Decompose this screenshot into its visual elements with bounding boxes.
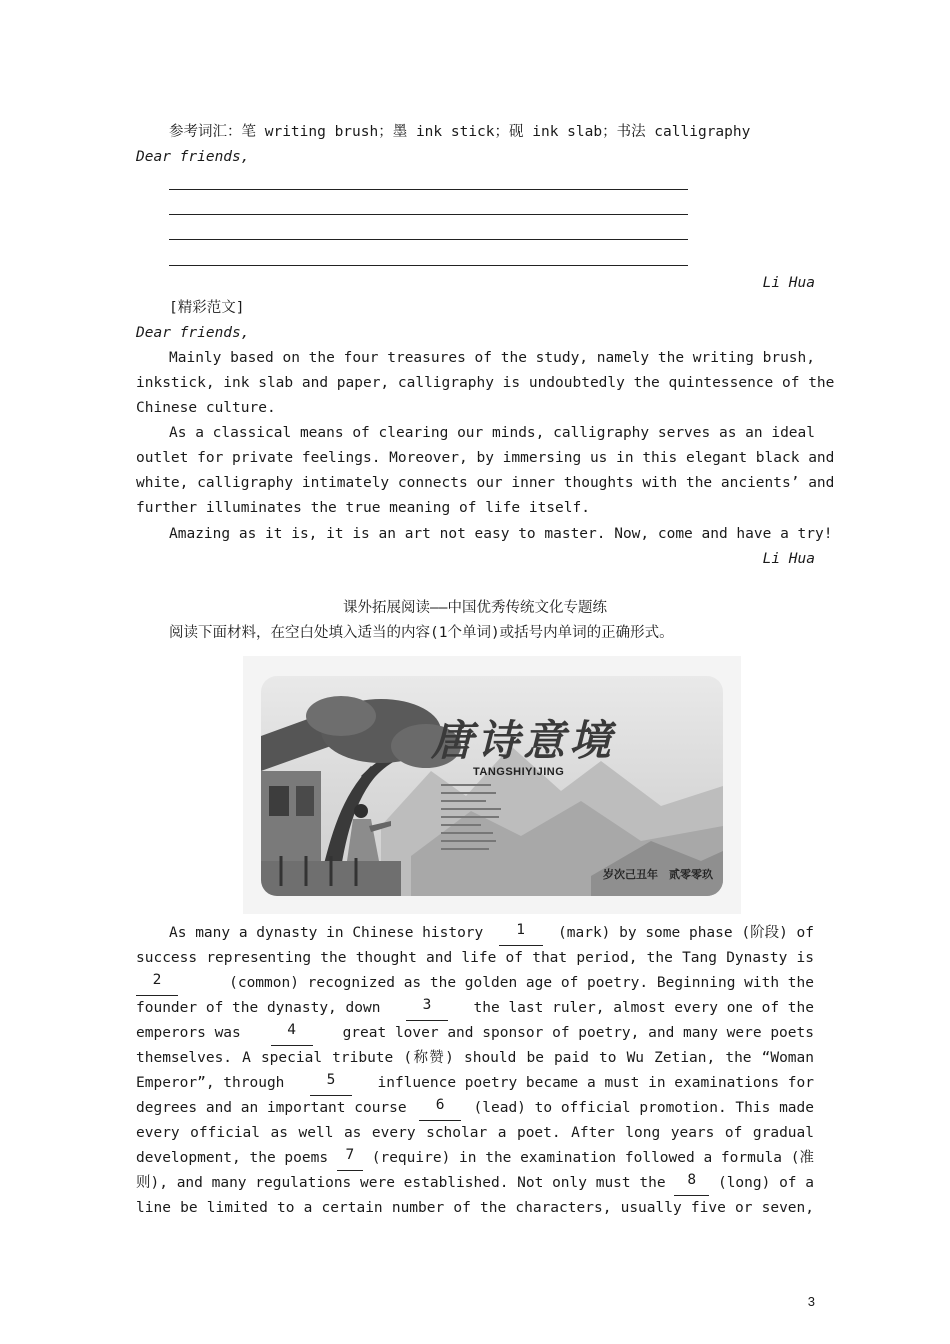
letter-greeting: Dear friends, xyxy=(136,149,250,165)
passage-line-3 xyxy=(136,971,814,996)
writing-line xyxy=(169,189,688,190)
blank-7: 7 xyxy=(337,1146,363,1171)
passage-text: (require) in the examination followed a formula (准 xyxy=(363,1150,814,1166)
banner-subtitle: TANGSHIYIJING xyxy=(473,766,565,778)
model-paragraph-1-line: inkstick, ink slab and paper, calligraphy is undoubtedly the quintessence of the xyxy=(136,375,835,391)
model-paragraph-2-line: white, calligraphy intimately connects our inner thoughts with the ancients’ and xyxy=(136,475,835,491)
passage-text: emperors was xyxy=(136,1025,250,1041)
passage-line-6: themselves. A special tribute (称赞) should be paid to Wu Zetian, the “Woman xyxy=(136,1050,814,1066)
model-paragraph-1-line: Chinese culture. xyxy=(136,400,276,416)
passage-text: (lead) to official promotion. This made xyxy=(464,1100,814,1116)
blank-8: 8 xyxy=(674,1171,709,1196)
tang-poetry-banner xyxy=(243,656,741,914)
blank-1: 1 xyxy=(499,921,543,946)
model-heading: [精彩范文] xyxy=(169,300,245,316)
passage-text: 则), and many regulations were established. Not only must the xyxy=(136,1175,675,1191)
passage-text: (common) recognized as the golden age of poetry. Beginning with the xyxy=(220,975,814,991)
passage-text: founder of the dynasty, down xyxy=(136,1000,390,1016)
model-greeting: Dear friends, xyxy=(136,325,250,341)
passage-line-7 xyxy=(136,1071,814,1096)
blank-3: 3 xyxy=(406,996,448,1021)
passage-line-11 xyxy=(136,1171,814,1196)
blank-5: 5 xyxy=(310,1071,352,1096)
instruction: 阅读下面材料，在空白处填入适当的内容(1个单词)或括号内单词的正确形式。 xyxy=(169,625,674,641)
passage-text: the last ruler, almost every one of the xyxy=(464,1000,814,1016)
banner-title: 唐诗意境 xyxy=(431,716,616,765)
model-signature: Li Hua xyxy=(762,551,815,567)
banner-footer: 岁次己丑年 贰零零玖 xyxy=(603,868,713,881)
passage-text: As many a dynasty in Chinese history xyxy=(169,925,493,941)
model-paragraph-2-line: As a classical means of clearing our minds, calligraphy serves as an ideal xyxy=(169,425,816,441)
passage-text: great lover and sponsor of poetry, and many were poets xyxy=(333,1025,814,1041)
writing-line xyxy=(169,239,688,240)
blank-2: 2 xyxy=(136,971,178,996)
model-paragraph-2-line: outlet for private feelings. Moreover, by immersing us in this elegant black and xyxy=(136,450,835,466)
passage-text: influence poetry became a must in examinations for xyxy=(368,1075,814,1091)
passage-text: (long) of a xyxy=(709,1175,814,1191)
writing-line xyxy=(169,265,688,266)
passage-text: degrees and an important course xyxy=(136,1100,416,1116)
passage-line-9: every official as well as every scholar a poet. After long years of gradual xyxy=(136,1125,814,1141)
passage-line-4 xyxy=(136,996,814,1021)
page-number: 3 xyxy=(807,1294,815,1309)
model-paragraph-3: Amazing as it is, it is an art not easy to master. Now, come and have a try! xyxy=(169,526,833,542)
blank-4: 4 xyxy=(271,1021,313,1046)
model-paragraph-1-line: Mainly based on the four treasures of the study, namely the writing brush, xyxy=(169,350,816,366)
blank-6: 6 xyxy=(419,1096,461,1121)
writing-line xyxy=(169,214,688,215)
passage-text: development, the poems xyxy=(136,1150,337,1166)
banner-frame xyxy=(261,676,723,896)
letter-signature: Li Hua xyxy=(762,275,815,291)
section-title: 课外拓展阅读——中国优秀传统文化专题练 xyxy=(343,600,607,616)
passage-text: (mark) by some phase (阶段) of xyxy=(549,925,814,941)
passage-line-1 xyxy=(169,921,814,946)
passage-line-8 xyxy=(136,1096,814,1121)
passage-line-12: line be limited to a certain number of the characters, usually five or seven, xyxy=(136,1200,814,1216)
passage-line-5 xyxy=(136,1021,814,1046)
passage-text: Emperor”, through xyxy=(136,1075,294,1091)
model-paragraph-2-line: further illuminates the true meaning of life itself. xyxy=(136,500,590,516)
passage-line-2: success representing the thought and life of that period, the Tang Dynasty is xyxy=(136,950,814,966)
passage-line-10 xyxy=(136,1146,814,1171)
vocab-line: 参考词汇：笔 writing brush；墨 ink stick；砚 ink slab；书法 calligraphy xyxy=(169,124,751,140)
